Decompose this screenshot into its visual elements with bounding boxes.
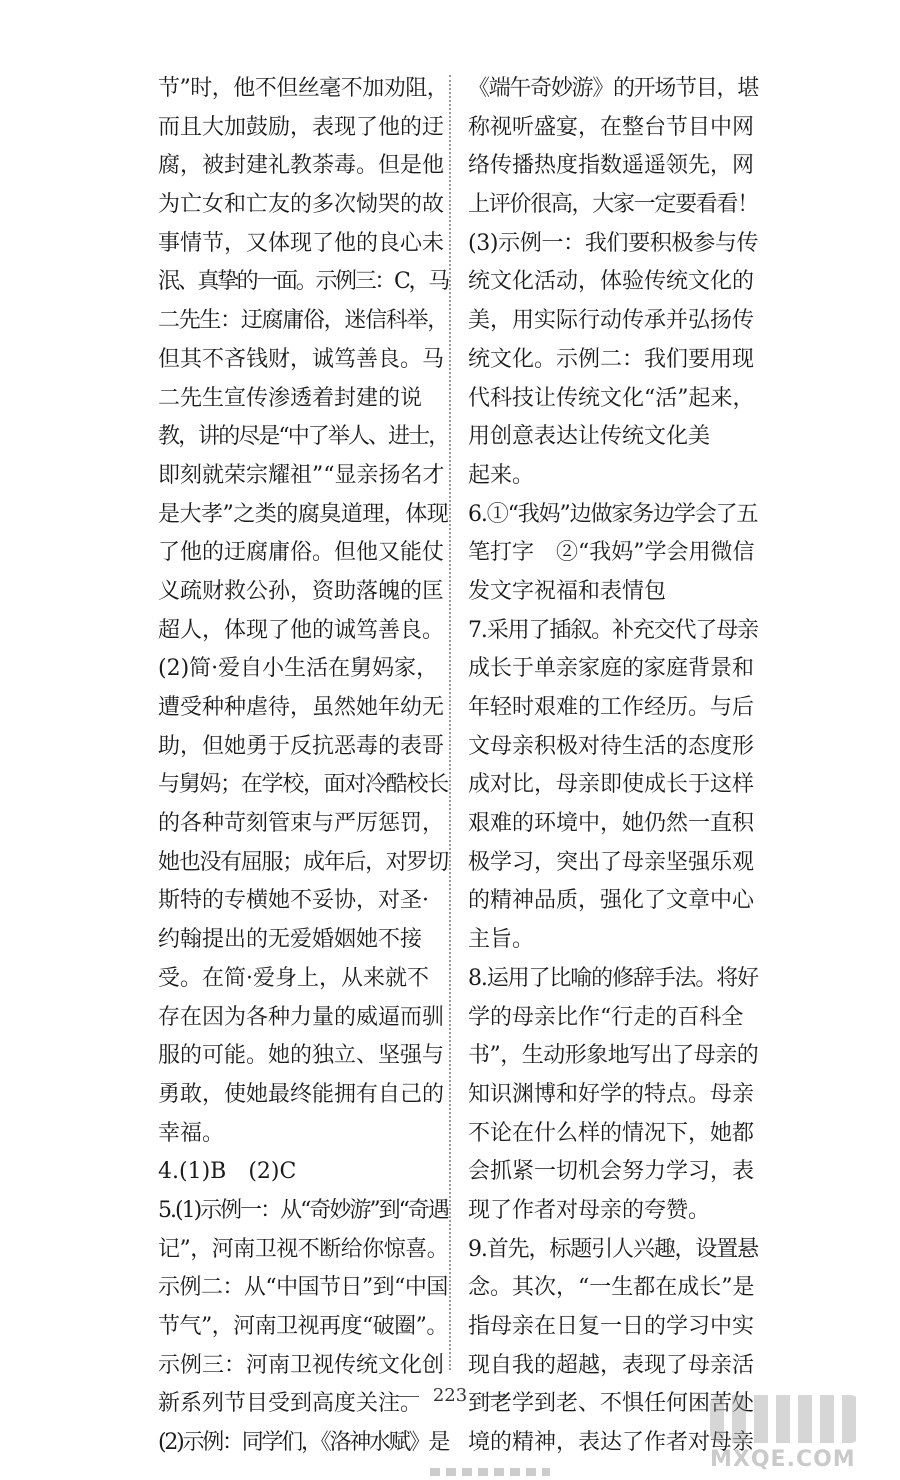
text-line: 是大孝”之类的腐臭道理，体现 [158,501,449,527]
text-line: 代科技让传统文化“活”起来， [468,385,755,411]
text-line: 约翰提出的无爱婚姻她不接 [158,927,423,953]
text-line: 年轻时艰难的工作经历。与后 [468,695,755,720]
text-line: 新系列节目受到高度关注。 [158,1391,423,1417]
text-line: 境的精神，表达了作者对母亲 [468,1430,755,1456]
text-line: 助，但她勇于反抗恶毒的表哥 [158,733,445,759]
text-line: 文母亲积极对待生活的态度形 [468,733,755,759]
text-line: (3)示例一：我们要积极参与传 [468,230,759,256]
text-line: 现自我的超越，表现了母亲活 [468,1352,755,1378]
text-line: 不论在什么样的情况下，她都 [468,1120,755,1146]
text-line: 成对比，母亲即使成长于这样 [468,772,755,798]
text-line: 4.(1)B (2)C [158,1159,297,1185]
text-line: 起来。 [468,462,535,488]
footer-dash-right [481,1396,505,1397]
text-line: 书”，生动形象地写出了母亲的 [468,1043,759,1069]
text-line: 的各种苛刻管束与严厉惩罚， [158,811,445,837]
text-line: 节”时，他不但丝毫不加劝阻， [158,76,449,101]
text-line: 记”，河南卫视不断给你惊喜。 [158,1236,449,1262]
text-line: 她也没有屈服；成年后，对罗切 [158,849,448,875]
text-line: 遭受种种虐待，虽然她年幼无 [158,695,445,720]
footer-dash-left [395,1396,419,1397]
text-line: 即刻就荣宗耀祖”“显亲扬名才 [158,462,445,488]
text-line: 6.①“我妈”边做家务边学会了五 [468,501,758,527]
text-line: 上评价很高，大家一定要看看！ [468,192,758,218]
text-line: 统文化。示例二：我们要用现 [468,346,755,372]
text-line: 成长于单亲家庭的家庭背景和 [468,656,755,682]
text-line: 幸福。 [158,1120,225,1146]
text-line: 泯、真挚的一面。示例三：C，马 [158,269,448,295]
text-line: 络传播热度指数遥遥领先，网 [468,153,755,179]
text-line: 二先生：迂腐庸俗，迷信科举， [158,308,448,334]
text-line: 二先生宣传渗透着封建的说 [158,385,423,411]
text-line: 7.采用了插叙。补充交代了母亲 [468,617,759,643]
text-line: 称视听盛宴，在整台节目中网 [468,114,755,140]
text-line: 受。在简·爱身上，从来就不 [158,965,429,991]
text-line: 指母亲在日复一日的学习中实 [468,1314,755,1339]
text-line: 为亡女和亡友的多次恸哭的故 [158,192,445,218]
text-line: 会抓紧一切机会努力学习，表 [468,1159,755,1185]
text-line: 9.首先，标题引人兴趣，设置悬 [468,1236,759,1262]
text-line: 勇敢，使她最终能拥有自己的 [158,1081,445,1107]
watermark-logo [710,1395,860,1475]
text-line: 示例三：河南卫视传统文化创 [158,1352,445,1378]
page-number: 223 [432,1385,468,1406]
text-line: 8.运用了比喻的修辞手法。将好 [468,965,759,991]
text-line: 示例二：从“中国节日”到“中国 [158,1275,448,1301]
text-line: 存在因为各种力量的威逼而驯 [158,1004,445,1030]
watermark-glyph-icon [710,1395,860,1443]
text-line: 了他的迂腐庸俗。但他又能仗 [158,540,445,566]
text-line: 腐，被封建礼教荼毒。但是他 [158,153,445,179]
right-column [468,70,758,1463]
text-line: 笔打字 ②“我妈”学会用微信 [468,540,755,566]
text-line: 服的可能。她的独立、坚强与 [158,1043,445,1069]
watermark-text: MXQE.COM [710,1447,856,1472]
text-line: 教，讲的尽是“中了举人、进士， [158,424,449,450]
text-line: 发文字祝福和表情包 [468,578,667,604]
text-line: 事情节，又体现了他的良心未 [158,230,445,256]
bottom-decoration [430,1468,550,1476]
text-line: 美，用实际行动传承并弘扬传 [468,308,755,334]
text-line: (2)简·爱自小生活在舅妈家， [158,656,439,682]
text-line: 《端午奇妙游》的开场节目，堪 [468,76,758,101]
text-line: 节气”，河南卫视再度“破圈”。 [158,1314,448,1339]
text-line: 5.(1)示例一：从“奇妙游”到“奇遇 [158,1197,448,1223]
text-line: 主旨。 [468,927,535,953]
text-line: 超人，体现了他的诚笃善良。 [158,617,445,643]
text-line: 学的母亲比作“行走的百科全 [468,1004,744,1030]
text-line: 知识渊博和好学的特点。母亲 [468,1081,755,1107]
text-line: 斯特的专横她不妥协，对圣· [158,888,429,914]
text-line: 但其不吝钱财，诚笃善良。马 [158,346,445,372]
text-line: (2)示例：同学们，《洛神水赋》是 [158,1430,449,1456]
text-line: 艰难的环境中，她仍然一直积 [468,811,755,837]
text-line: 到老学到老、不惧任何困苦处 [468,1391,755,1417]
text-line: 用创意表达让传统文化美 [468,424,711,450]
text-line: 现了作者对母亲的夸赞。 [468,1197,711,1223]
text-line: 而且大加鼓励，表现了他的迂 [158,114,445,140]
text-line: 的精神品质，强化了文章中心 [468,888,755,914]
column-divider [449,75,451,1370]
text-line: 义疏财救公孙，资助落魄的匡 [158,578,445,604]
text-line: 与舅妈；在学校，面对冷酷校长 [158,772,448,798]
text-line: 念。其次，“一生都在成长”是 [468,1275,755,1301]
left-column [158,70,448,1463]
text-line: 统文化活动，体验传统文化的 [468,269,755,295]
text-line: 极学习，突出了母亲坚强乐观 [468,849,755,875]
